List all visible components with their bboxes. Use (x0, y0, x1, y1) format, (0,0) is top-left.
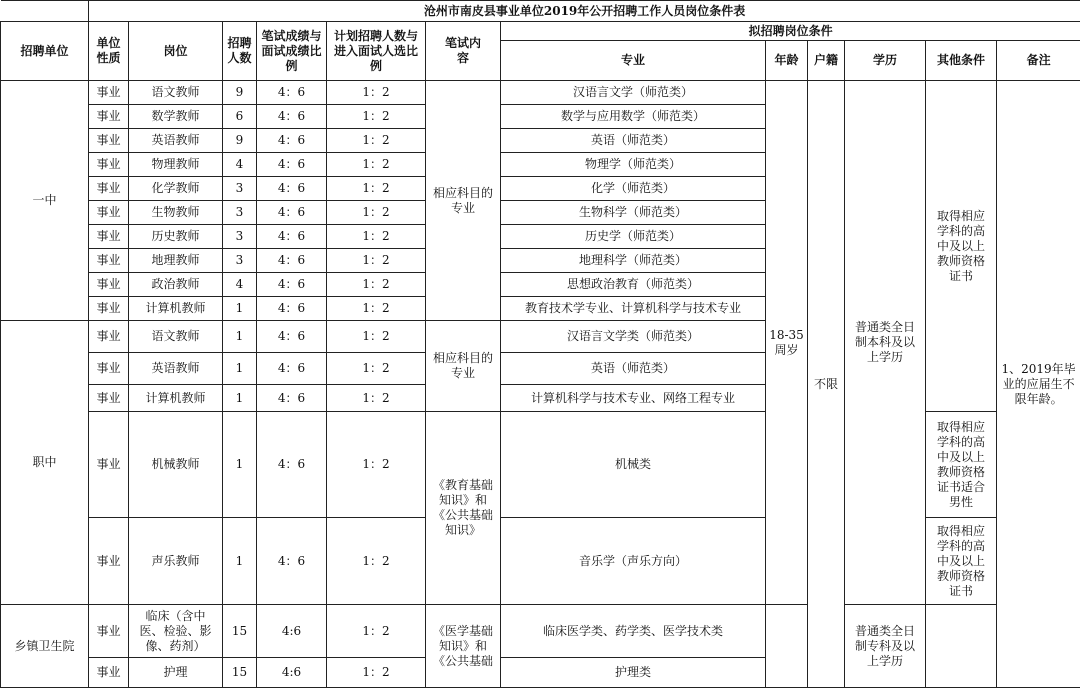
cell-count: 3 (223, 177, 257, 201)
cell-plan: 1：2 (327, 153, 426, 177)
cell-major: 物理学（师范类） (501, 153, 766, 177)
education-clinic: 普通类全日制专科及以上学历 (845, 605, 926, 688)
other-mech: 取得相应学科的高中及以上教师资格证书适合男性 (926, 412, 997, 518)
cell-position: 地理教师 (129, 249, 223, 273)
cell-major: 汉语言文学类（师范类） (501, 321, 766, 353)
cell-major: 汉语言文学（师范类） (501, 81, 766, 105)
education-teachers: 普通类全日制本科及以上学历 (845, 81, 926, 605)
cell-count: 3 (223, 249, 257, 273)
header-conditions: 拟招聘岗位条件 (501, 22, 1080, 41)
cell-ratio: 4：6 (257, 153, 327, 177)
cell-count: 3 (223, 201, 257, 225)
cell-nature: 事业 (89, 385, 129, 412)
table-row (1, 81, 1080, 105)
cell-count: 1 (223, 412, 257, 518)
cell-nature: 事业 (89, 273, 129, 297)
cell-ratio: 4：6 (257, 81, 327, 105)
cell-plan: 1：2 (327, 321, 426, 353)
cell-plan: 1：2 (327, 385, 426, 412)
cell-count: 4 (223, 273, 257, 297)
cell-count: 1 (223, 518, 257, 605)
cell-position: 历史教师 (129, 225, 223, 249)
cell-plan: 1：2 (327, 81, 426, 105)
cell-nature: 事业 (89, 249, 129, 273)
cell-major: 数学与应用数学（师范类） (501, 105, 766, 129)
cell-ratio: 4：6 (257, 353, 327, 385)
header-nature: 单位性质 (89, 22, 129, 81)
exam-med-basics: 《医学基础知识》和《公共基础 (426, 605, 501, 688)
cell-position: 临床（含中医、检验、影像、药剂） (129, 605, 223, 658)
cell-position: 英语教师 (129, 353, 223, 385)
header-major: 专业 (501, 41, 766, 81)
cell-count: 9 (223, 81, 257, 105)
cell-plan: 1：2 (327, 412, 426, 518)
cell-ratio: 4：6 (257, 225, 327, 249)
exam-yizhong: 相应科目的专业 (426, 81, 501, 321)
cell-count: 1 (223, 385, 257, 412)
cell-position: 物理教师 (129, 153, 223, 177)
cell-position: 机械教师 (129, 412, 223, 518)
cell-count: 15 (223, 605, 257, 658)
cell-ratio: 4：6 (257, 412, 327, 518)
cell-ratio: 4：6 (257, 201, 327, 225)
other-vocal: 取得相应学科的高中及以上教师资格证书 (926, 518, 997, 605)
cell-nature: 事业 (89, 105, 129, 129)
cell-major: 护理类 (501, 658, 766, 688)
cell-nature: 事业 (89, 658, 129, 688)
cell-nature: 事业 (89, 201, 129, 225)
cell-ratio: 4：6 (257, 105, 327, 129)
table-title: 沧州市南皮县事业单位2019年公开招聘工作人员岗位条件表 (89, 1, 1080, 22)
cell-plan: 1：2 (327, 605, 426, 658)
cell-nature: 事业 (89, 518, 129, 605)
cell-nature: 事业 (89, 321, 129, 353)
cell-plan: 1：2 (327, 353, 426, 385)
cell-plan: 1：2 (327, 177, 426, 201)
cell-major: 地理科学（师范类） (501, 249, 766, 273)
cell-nature: 事业 (89, 297, 129, 321)
cell-major: 临床医学类、药学类、医学技术类 (501, 605, 766, 658)
cell-nature: 事业 (89, 353, 129, 385)
cell-major: 教育技术学专业、计算机科学与技术专业 (501, 297, 766, 321)
cell-plan: 1：2 (327, 129, 426, 153)
note-cell: 1、2019年毕业的应届生不限年龄。 (997, 81, 1080, 688)
cell-ratio: 4：6 (257, 249, 327, 273)
cell-plan: 1：2 (327, 201, 426, 225)
cell-nature: 事业 (89, 412, 129, 518)
cell-major: 英语（师范类） (501, 129, 766, 153)
header-other: 其他条件 (926, 41, 997, 81)
cell-position: 计算机教师 (129, 297, 223, 321)
cell-ratio: 4：6 (257, 518, 327, 605)
cell-position: 声乐教师 (129, 518, 223, 605)
other-clinic (926, 605, 997, 688)
header-unit: 招聘单位 (1, 22, 89, 81)
cell-ratio: 4：6 (257, 273, 327, 297)
age-cell-clinic (766, 605, 808, 688)
cell-count: 9 (223, 129, 257, 153)
cell-nature: 事业 (89, 225, 129, 249)
cell-position: 生物教师 (129, 201, 223, 225)
cell-major: 英语（师范类） (501, 353, 766, 385)
cell-plan: 1：2 (327, 225, 426, 249)
cell-nature: 事业 (89, 177, 129, 201)
cell-major: 思想政治教育（师范类） (501, 273, 766, 297)
cell-position: 计算机教师 (129, 385, 223, 412)
cell-plan: 1：2 (327, 105, 426, 129)
cell-count: 3 (223, 225, 257, 249)
cell-position: 数学教师 (129, 105, 223, 129)
cell-ratio: 4：6 (257, 297, 327, 321)
cell-plan: 1：2 (327, 249, 426, 273)
exam-edu-basics: 《教育基础知识》和《公共基础知识》 (426, 412, 501, 605)
header-plan-ratio: 计划招聘人数与进入面试人选比例 (327, 22, 426, 81)
cell-count: 15 (223, 658, 257, 688)
unit-yizhong: 一中 (1, 81, 89, 321)
cell-plan: 1：2 (327, 297, 426, 321)
cell-nature: 事业 (89, 129, 129, 153)
cell-position: 语文教师 (129, 321, 223, 353)
cell-plan: 1：2 (327, 658, 426, 688)
cell-nature: 事业 (89, 153, 129, 177)
cell-ratio: 4:6 (257, 605, 327, 658)
cell-count: 1 (223, 321, 257, 353)
cell-count: 4 (223, 153, 257, 177)
corner-cell (1, 1, 89, 22)
cell-major: 化学（师范类） (501, 177, 766, 201)
cell-ratio: 4：6 (257, 321, 327, 353)
hukou-cell: 不限 (808, 81, 845, 688)
cell-position: 化学教师 (129, 177, 223, 201)
cell-major: 计算机科学与技术专业、网络工程专业 (501, 385, 766, 412)
header-hukou: 户籍 (808, 41, 845, 81)
cell-count: 1 (223, 353, 257, 385)
header-ratio: 笔试成绩与面试成绩比例 (257, 22, 327, 81)
cell-major: 机械类 (501, 412, 766, 518)
table-row (1, 605, 1080, 658)
cell-plan: 1：2 (327, 273, 426, 297)
header-position: 岗位 (129, 22, 223, 81)
cell-ratio: 4：6 (257, 177, 327, 201)
cell-ratio: 4:6 (257, 658, 327, 688)
cell-count: 1 (223, 297, 257, 321)
header-exam: 笔试内容 (426, 22, 501, 81)
cell-major: 生物科学（师范类） (501, 201, 766, 225)
cell-major: 历史学（师范类） (501, 225, 766, 249)
header-note: 备注 (997, 41, 1080, 81)
cell-ratio: 4：6 (257, 129, 327, 153)
cell-major: 音乐学（声乐方向） (501, 518, 766, 605)
cell-position: 英语教师 (129, 129, 223, 153)
cell-position: 护理 (129, 658, 223, 688)
cell-count: 6 (223, 105, 257, 129)
header-education: 学历 (845, 41, 926, 81)
cell-ratio: 4：6 (257, 385, 327, 412)
unit-zhizhong: 职中 (1, 321, 89, 605)
other-yizhong: 取得相应学科的高中及以上教师资格证书 (926, 81, 997, 412)
exam-zhizhong: 相应科目的专业 (426, 321, 501, 412)
age-cell: 18-35周岁 (766, 81, 808, 605)
cell-plan: 1：2 (327, 518, 426, 605)
cell-position: 政治教师 (129, 273, 223, 297)
header-age: 年龄 (766, 41, 808, 81)
cell-nature: 事业 (89, 81, 129, 105)
cell-position: 语文教师 (129, 81, 223, 105)
unit-clinic: 乡镇卫生院 (1, 605, 89, 688)
header-count: 招聘人数 (223, 22, 257, 81)
cell-nature: 事业 (89, 605, 129, 658)
